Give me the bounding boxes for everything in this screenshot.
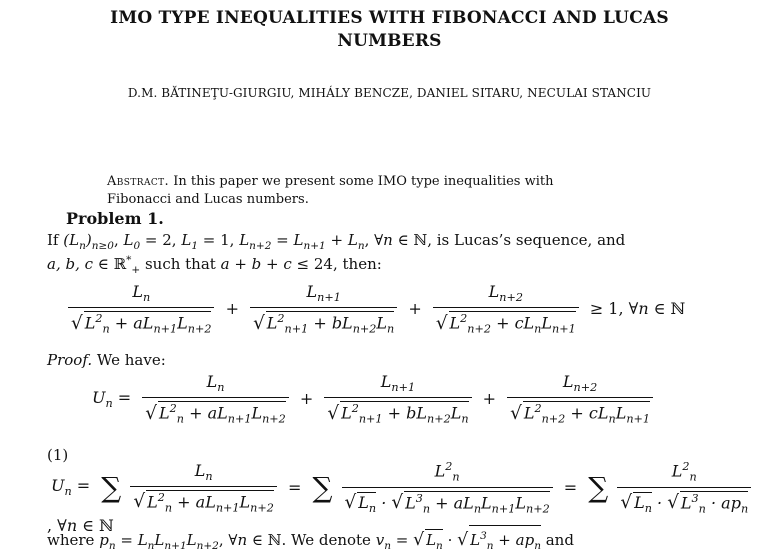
abstract [107,173,589,209]
un-term-3: $\frac{L_{n+2}}{√ L^2_{n+2} + cL_nL_{n+1}}$ [507,372,653,426]
problem-statement-line-1: If $(L_n)_{n\ge 0}$, $L_0 = 2$, $L_1 = 1$, $L_{n+2} = L_{n+1} + L_n$, ∀n ∈ ℕ, is Lucas’s sequence, and [47,231,626,252]
proof-intro [47,350,687,370]
sum-term-3: $\frac{L^2_n}{√ L_n \cdot √ L^3_n \cdot ap_n}$ [617,460,751,515]
inequality-term-2: $\frac{L_{n+1}}{√ L^2_{n+1} + bL_{n+2}L_n}$ [250,282,397,336]
abstract-label: Abstract. [107,174,170,189]
un-definition: $U_n$ = $\frac{L_n}{√ L^2_n + aL_{n+1}L_{n+2}}$ + $\frac{L_{n+1}}{√ L^2_{n+1} + bL_{n+2}L_n}$ + $\frac{L_{n+2}}{√ L^2_{n+2} + cL_nL_{n+1}}$ [88,372,655,426]
inequality-term-3: $\frac{L_{n+2}}{√ L^2_{n+2} + cL_nL_{n+1}}$ [433,282,579,336]
main-inequality: $\frac{L_n}{√ L^2_n + aL_{n+1}L_{n+2}}$ + $\frac{L_{n+1}}{√ L^2_{n+1} + bL_{n+2}L_n}$ + $\frac{L_{n+2}}{√ L^2_{n+2} + cL_nL_{n+1}}$ ≥ 1, ∀n ∈ ℕ [66,282,689,336]
problem-statement-line-2: a, b, c ∈ ℝ*$_+$ such that a + b + c ≤ 24, then: [47,254,382,276]
title-line-1: IMO TYPE INEQUALITIES WITH FIBONACCI AND LUCAS [110,8,669,28]
paper-title [0,7,779,53]
author-list: D.M. BĂTINEŢU-GIURGIU, MIHÁLY BENCZE, DANIEL SITARU, NECULAI STANCIU [127,86,652,100]
sum-term-1: $\frac{L_n}{√ L^2_n + aL_{n+1}L_{n+2}}$ [130,461,276,515]
proof-last-line: where $p_n = L_nL_{n+1}L_{n+2}$, ∀n ∈ ℕ. We denote $v_n$ = √ $L_n$ · √ $L^3_n + ap_n$ and [47,525,687,556]
proof-text: We have: [96,351,166,369]
proof-label: Proof. [47,351,93,369]
equation-number: (1) [47,446,69,464]
sum-term-2: $\frac{L^2_n}{√ L_n \cdot √ L^3_n + aL_nL_{n+1}L_{n+2}}$ [342,460,553,515]
title-line-2: NUMBERS [337,31,442,51]
un-term-2: $\frac{L_{n+1}}{√ L^2_{n+1} + bL_{n+2}L_n}$ [324,372,471,426]
inequality-term-1: $\frac{L_n}{√ L^2_n + aL_{n+1}L_{n+2}}$ [68,282,214,336]
abstract-text: In this paper we present some IMO type inequalities with Fibonacci and Lucas numbers. [107,174,554,207]
problem-heading: Problem 1. [66,209,164,228]
sum-chain: $U_n$ = ∑ $\frac{L_n}{√ L^2_n + aL_{n+1}L_{n+2}}$ = ∑ $\frac{L^2_n}{√ L_n \cdot √ L^3_n + aL_nL_{n+1}L_{n+2}}$ = ∑ $\frac{L^2_n}{√ L_n \cdot √ L^3_n \cdot ap_n}$ , ∀n ∈ ℕ [47,460,779,535]
un-term-1: $\frac{L_n}{√ L^2_n + aL_{n+1}L_{n+2}}$ [142,372,288,426]
